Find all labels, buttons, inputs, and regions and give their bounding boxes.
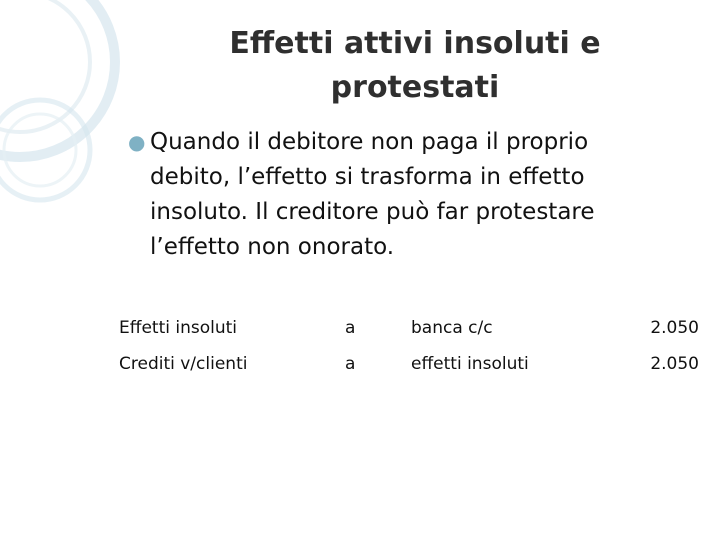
entry-amount: 2.050 xyxy=(650,318,699,338)
entry-amount: 2.050 xyxy=(650,354,699,374)
entry-separator: a xyxy=(345,354,356,374)
slide-title xyxy=(160,22,670,110)
title-line-2: protestati xyxy=(330,70,500,105)
bullet-line-3: insoluto. Il creditore può far protestare xyxy=(150,199,595,225)
bullet-icon: ● xyxy=(128,130,146,154)
bullet-point xyxy=(128,125,688,265)
bullet-text xyxy=(150,125,688,265)
journal-entry-row xyxy=(119,354,699,390)
bullet-line-2: debito, l’effetto si trasforma in effetto xyxy=(150,164,585,190)
bullet-line-4: l’effetto non onorato. xyxy=(150,234,395,260)
debit-account: Effetti insoluti xyxy=(119,318,238,338)
bullet-line-1: Quando il debitore non paga il proprio xyxy=(150,129,589,155)
journal-entries xyxy=(119,318,699,390)
debit-account: Crediti v/clienti xyxy=(119,354,248,374)
credit-account: banca c/c xyxy=(411,318,493,338)
title-line-1: Effetti attivi insoluti e xyxy=(229,26,601,61)
entry-separator: a xyxy=(345,318,356,338)
journal-entry-row xyxy=(119,318,699,354)
credit-account: effetti insoluti xyxy=(411,354,529,374)
